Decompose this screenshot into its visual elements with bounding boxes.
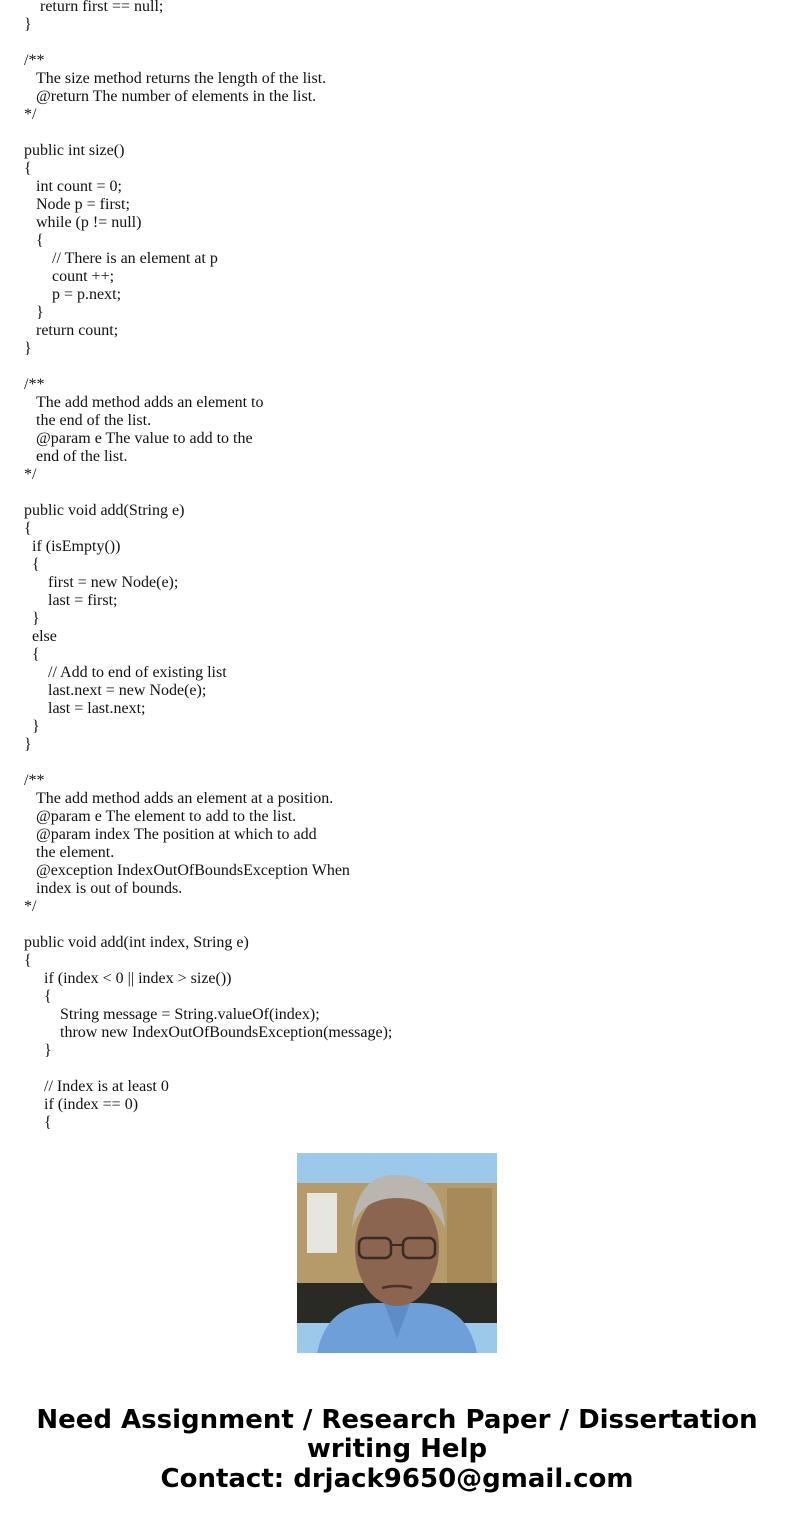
code-line: /** [24, 52, 45, 69]
code-line: @exception IndexOutOfBoundsException When [36, 862, 350, 879]
code-line: { [32, 556, 40, 573]
code-line: // Add to end of existing list [48, 664, 227, 681]
code-line: while (p != null) [36, 214, 142, 231]
code-line: int count = 0; [36, 178, 122, 195]
code-line: public void add(String e) [24, 502, 185, 519]
code-line: The add method adds an element to [36, 394, 264, 411]
code-line: end of the list. [36, 448, 128, 465]
code-line: */ [24, 106, 37, 123]
code-line: /** [24, 376, 45, 393]
code-line: // Index is at least 0 [44, 1078, 169, 1095]
code-line: The size method returns the length of the list. [36, 70, 327, 87]
code-line: The add method adds an element at a position. [36, 790, 334, 807]
code-line: last = last.next; [48, 700, 146, 717]
code-line: else [32, 628, 57, 645]
code-line: } [36, 304, 44, 321]
code-line: /** [24, 772, 45, 789]
code-line: public void add(int index, String e) [24, 934, 249, 951]
code-line: index is out of bounds. [36, 880, 183, 897]
code-line: @param e The element to add to the list. [36, 808, 297, 825]
code-line: p = p.next; [52, 286, 122, 303]
code-line: { [44, 1114, 52, 1131]
code-line: return first == null; [40, 0, 164, 15]
code-line: count ++; [52, 268, 115, 285]
code-line: } [24, 16, 32, 33]
promo-heading-continued: writing Help [306, 1434, 488, 1464]
code-line: the end of the list. [36, 412, 152, 429]
code-line: } [32, 718, 40, 735]
code-line: } [32, 610, 40, 627]
code-line: } [24, 736, 32, 753]
code-line: if (index == 0) [44, 1096, 139, 1113]
code-line: { [24, 520, 32, 537]
code-line: Node p = first; [36, 196, 130, 213]
code-line: @param index The position at which to add [36, 826, 317, 843]
code-line: { [24, 952, 32, 969]
code-line: throw new IndexOutOfBoundsException(message); [60, 1024, 393, 1041]
code-line: first = new Node(e); [48, 574, 179, 591]
code-line: String message = String.valueOf(index); [60, 1006, 320, 1023]
code-line: the element. [36, 844, 115, 861]
code-line: if (index < 0 || index > size()) [44, 970, 232, 987]
code-line: if (isEmpty()) [32, 538, 121, 555]
code-line: @return The number of elements in the list. [36, 88, 317, 105]
contact-email: Contact: drjack9650@gmail.com [160, 1464, 634, 1494]
code-line: */ [24, 898, 37, 915]
code-line: */ [24, 466, 37, 483]
code-line: { [44, 988, 52, 1005]
author-avatar [297, 1153, 497, 1353]
code-line: @param e The value to add to the [36, 430, 253, 447]
code-line: } [24, 340, 32, 357]
code-line: last = first; [48, 592, 118, 609]
promo-heading: Need Assignment / Research Paper / Dissertation [36, 1405, 758, 1435]
code-line: { [36, 232, 44, 249]
code-line: { [24, 160, 32, 177]
code-line: return count; [36, 322, 119, 339]
code-line: } [44, 1042, 52, 1059]
portrait-photo-icon [297, 1153, 497, 1353]
code-line: { [32, 646, 40, 663]
code-line: // There is an element at p [52, 250, 218, 267]
code-line: public int size() [24, 142, 125, 159]
code-line: last.next = new Node(e); [48, 682, 207, 699]
